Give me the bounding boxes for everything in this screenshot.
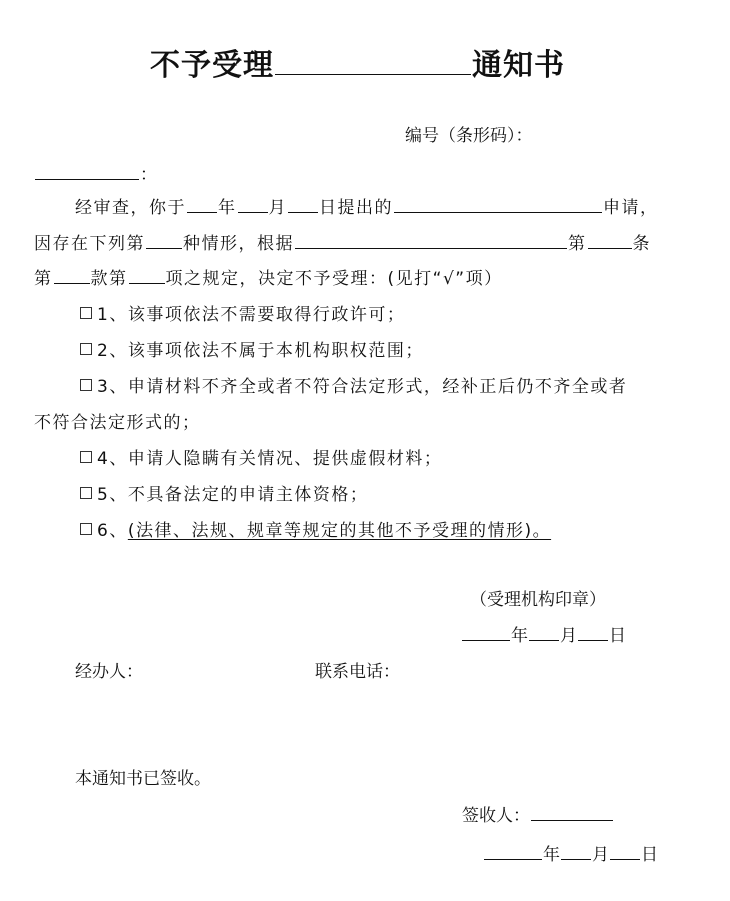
item-5-text: 5、不具备法定的申请主体资格；	[97, 485, 369, 505]
item-3-text: 3、申请材料不齐全或者不符合法定形式，经补正后仍不齐全或者	[97, 377, 628, 397]
list-item	[80, 372, 627, 397]
sign-month-label: 月	[592, 845, 609, 865]
checkbox-icon[interactable]	[80, 379, 92, 391]
item-2-text: 2、该事项依法不属于本机构职权范围；	[97, 341, 424, 361]
application-blank	[394, 194, 602, 213]
signer-line	[462, 801, 614, 826]
list-item	[80, 480, 368, 505]
sign-year-label: 年	[543, 845, 560, 865]
seal-label: （受理机构印章）	[470, 590, 606, 610]
case-number-blank	[146, 230, 182, 249]
sign-year-blank	[484, 841, 542, 860]
issue-year-blank	[462, 622, 510, 641]
number-label: 编号（条形码）：	[405, 126, 533, 146]
signer-label: 签收人：	[462, 806, 530, 826]
para3-section: 款第	[90, 269, 128, 289]
article-blank	[588, 230, 632, 249]
item-6-text: (法律、法规、规章等规定的其他不予受理的情形)。	[127, 521, 552, 541]
month-blank	[238, 194, 268, 213]
sign-date	[483, 840, 658, 865]
para2-prefix: 因存在下列第	[34, 234, 145, 254]
checkbox-icon[interactable]	[80, 487, 92, 499]
sign-month-blank	[561, 841, 591, 860]
title-left: 不予受理	[150, 48, 274, 83]
list-item	[80, 336, 424, 361]
section-blank	[54, 265, 90, 284]
addressee-line	[34, 160, 157, 185]
item-6-number: 6、	[97, 521, 128, 541]
issue-day-label: 日	[609, 626, 626, 646]
item-1-text: 1、该事项依法不需要取得行政许可；	[97, 305, 406, 325]
phone-label: 联系电话：	[315, 662, 400, 682]
para2-clause: 条	[632, 234, 651, 254]
checkbox-icon[interactable]	[80, 451, 92, 463]
issue-year-label: 年	[511, 626, 528, 646]
signer-blank	[531, 802, 613, 821]
legal-basis-blank	[295, 230, 567, 249]
checkbox-icon[interactable]	[80, 307, 92, 319]
para2-kind: 种情形，根据	[183, 234, 294, 254]
title-blank	[275, 46, 471, 75]
sign-day-blank	[610, 841, 640, 860]
list-item	[80, 516, 551, 541]
checkbox-icon[interactable]	[80, 343, 92, 355]
item-4-text: 4、申请人隐瞒有关情况、提供虚假材料；	[97, 449, 443, 469]
issue-month-label: 月	[560, 626, 577, 646]
addressee-colon: ：	[140, 165, 157, 185]
item-blank	[129, 265, 165, 284]
issue-day-blank	[578, 622, 608, 641]
para1-day: 日提出的	[319, 198, 393, 218]
document-title	[150, 40, 565, 84]
list-item	[80, 444, 442, 469]
day-blank	[288, 194, 318, 213]
list-item	[80, 300, 405, 325]
sign-day-label: 日	[641, 845, 658, 865]
para2-article: 第	[568, 234, 587, 254]
year-blank	[187, 194, 217, 213]
para1-apply: 申请，	[603, 198, 659, 218]
para1-intro: 经审查，你于	[75, 198, 186, 218]
para-line-1	[75, 193, 659, 218]
para3-item: 项之规定，决定不予受理：(见打“√”项）	[165, 269, 503, 289]
para-line-2	[34, 229, 651, 254]
item-3-continuation: 不符合法定形式的；	[34, 413, 201, 433]
para1-month: 月	[268, 198, 287, 218]
handler-label: 经办人：	[75, 662, 143, 682]
para-line-3	[34, 264, 503, 289]
issue-month-blank	[529, 622, 559, 641]
checkbox-icon[interactable]	[80, 523, 92, 535]
para1-year: 年	[218, 198, 237, 218]
para3-prefix: 第	[34, 269, 53, 289]
signed-notice: 本通知书已签收。	[75, 769, 211, 789]
addressee-blank	[35, 161, 139, 180]
issue-date	[461, 621, 626, 646]
title-right: 通知书	[472, 48, 565, 83]
